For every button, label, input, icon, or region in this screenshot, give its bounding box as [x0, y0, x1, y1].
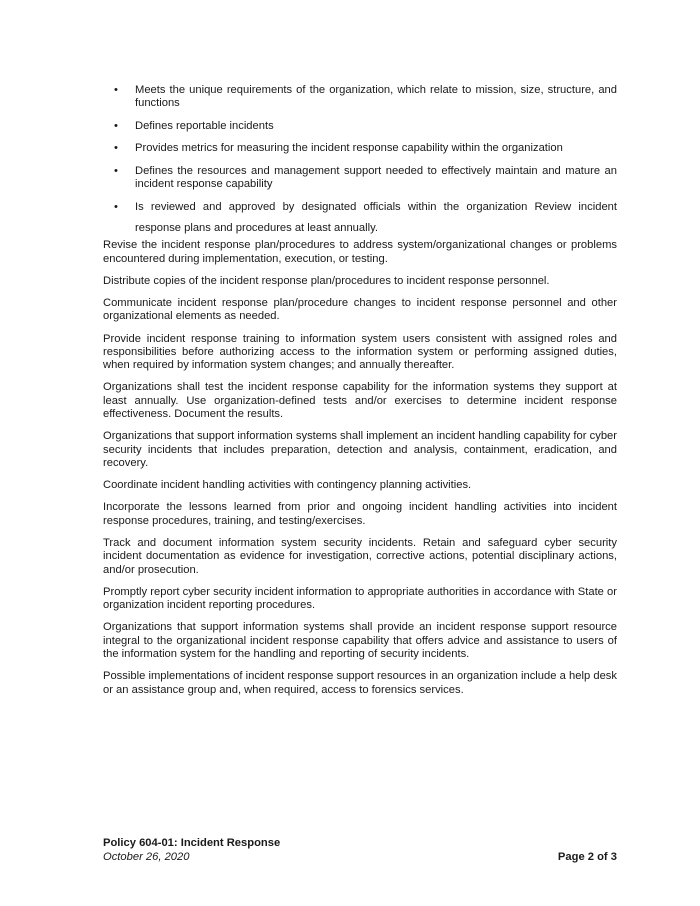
policy-date: October 26, 2020 [103, 851, 190, 863]
paragraph-distribute-copies: Distribute copies of the incident response plan/procedures to incident response personnel. [103, 274, 550, 287]
bullet-item [103, 84, 617, 111]
bullet-item [103, 197, 617, 239]
paragraph-contingency: Coordinate incident handling activities with contingency planning activities. [103, 479, 472, 492]
bullet-item [103, 120, 617, 133]
bullet-text: Defines the resources and management support needed to effectively maintain and mature an incident response capability [135, 164, 617, 191]
paragraph-incident-handling: Organizations that support information systems shall implement an incident handling capability for cyber security incidents that includes preparation, detection and analysis, containment, eradication, and recovery. [103, 430, 617, 470]
bullet-text: Defines reportable incidents [135, 119, 274, 132]
bullet-text: Meets the unique requirements of the organization, which relate to mission, size, structure, and functions [135, 84, 617, 110]
requirements-bullet-list [103, 84, 617, 239]
bullet-icon: • [114, 201, 118, 214]
bullet-text: Is reviewed and approved by designated officials within the organization Review incident response plans and procedures at least annually. [135, 201, 617, 235]
paragraph-revise-plan: Revise the incident response plan/procedures to address system/organizational changes or problems encountered during implementation, execution, or testing. [103, 239, 617, 265]
document-body [103, 84, 617, 706]
bullet-item [103, 142, 617, 155]
footer-row [103, 850, 617, 864]
page-number: Page 2 of 3 [557, 851, 617, 863]
paragraph-lessons-learned: Incorporate the lessons learned from prior and ongoing incident handling activities into incident response procedures, training, and testing/exercises. [103, 501, 617, 527]
bullet-icon: • [114, 164, 118, 177]
bullet-icon: • [114, 142, 118, 155]
policy-title: Policy 604-01: Incident Response [103, 837, 281, 849]
paragraph-testing: Organizations shall test the incident response capability for the information systems they support at least annually. Use organization-defined tests and/or exercises to determine incident response effectiveness. Document the results. [103, 381, 617, 421]
paragraph-communicate-changes: Communicate incident response plan/procedure changes to incident response personnel and other organizational elements as needed. [103, 297, 617, 323]
bullet-item [103, 165, 617, 192]
bullet-text: Provides metrics for measuring the incident response capability within the organization [135, 142, 563, 155]
bullet-icon: • [114, 119, 118, 132]
paragraph-report: Promptly report cyber security incident information to appropriate authorities in accordance with State or organization incident reporting procedures. [103, 585, 617, 612]
paragraph-implementations: Possible implementations of incident response support resources in an organization include a help desk or an assistance group and, when required, access to forensics services. [103, 670, 617, 696]
paragraph-track-document: Track and document information system security incidents. Retain and safeguard cyber security incident documentation as evidence for investigation, corrective actions, potential disciplinary actions, and/or prosecution. [103, 536, 617, 576]
paragraph-training: Provide incident response training to information system users consistent with assigned roles and responsibilities before authorizing access to the information system or performing assigned duties, when required by information system changes; and annually thereafter. [103, 332, 617, 372]
bullet-icon: • [114, 84, 118, 96]
page-footer [103, 836, 617, 864]
paragraph-support-resource: Organizations that support information systems shall provide an incident response support resource integral to the organizational incident response capability that offers advice and assistance to users of the information system for the handling and reporting of security incidents. [103, 621, 617, 661]
